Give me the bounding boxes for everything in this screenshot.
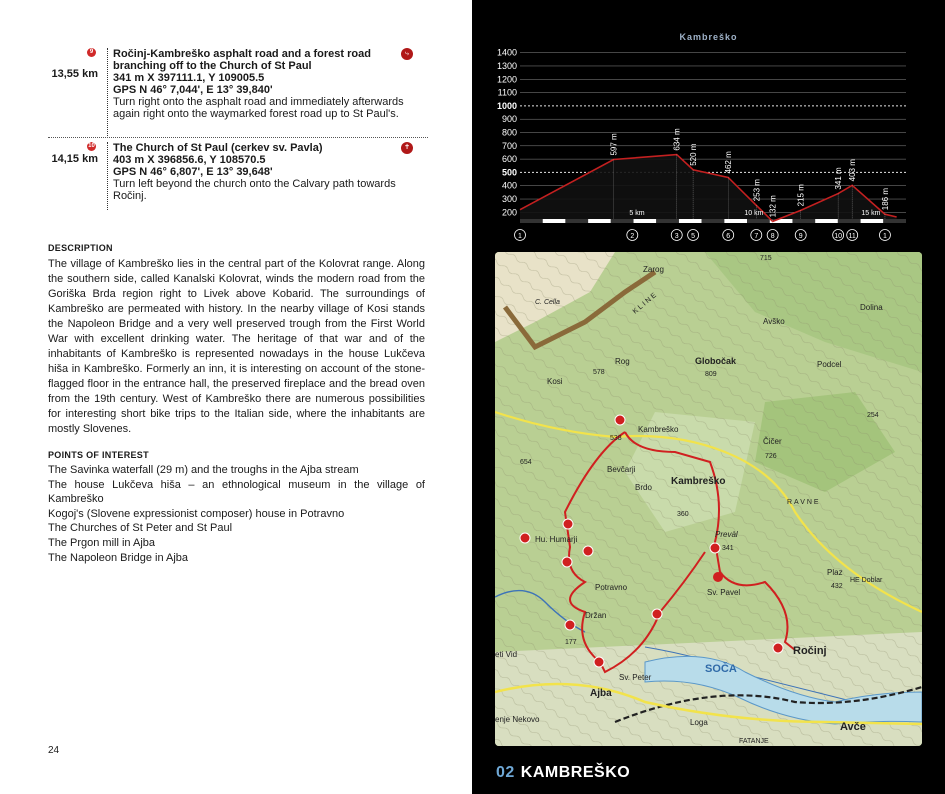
page-number: 24 [48,745,60,756]
point-label: 215 m [796,184,806,207]
y-tick-label: 200 [501,207,517,218]
scale-bar-segment [520,219,543,223]
y-tick-label: 500 [501,167,517,178]
waypoint-text [113,48,413,120]
svg-text:Kosi: Kosi [547,377,563,386]
waypoint-divider [107,48,108,138]
poi-item: The Prgon mill in Ajba [48,536,155,549]
poi-item: The Churches of St Peter and St Paul [48,522,233,535]
waypoint-km: 14,15 km [51,153,98,165]
svg-text:Sv. Pavel: Sv. Pavel [707,588,741,597]
y-tick-label: 800 [501,127,517,138]
scale-bar-segment [861,219,884,223]
svg-text:Kambreško: Kambreško [638,425,679,434]
svg-text:715: 715 [760,255,772,262]
y-tick-label: 600 [501,154,517,165]
svg-text:254: 254 [867,412,879,419]
svg-text:KLINE: KLINE [631,290,660,316]
svg-text:FATANJE: FATANJE [739,738,769,745]
svg-text:Loga: Loga [690,718,708,727]
waypoint-coords: 403 m X 396856.6, Y 108570.5 [113,154,266,166]
y-tick-label: 400 [501,180,517,191]
waypoint-9 [48,48,428,138]
waypoint-marker-label: 2 [630,233,635,240]
waypoint-marker-label: 1 [518,233,522,240]
waypoint-coords: 341 m X 397111.1, Y 109005.5 [113,72,265,84]
waypoint-separator [48,137,428,138]
scale-bar-segment [634,219,657,223]
waypoint-gps: GPS N 46° 7,044', E 13° 39,840' [113,84,273,96]
svg-text:Dolina: Dolina [860,303,883,312]
svg-text:Globočak: Globočak [695,356,737,366]
poi-list [48,463,425,565]
waypoint-gps: GPS N 46° 6,807', E 13° 39,648' [113,166,273,178]
x-tick-label: 15 km [861,210,881,217]
y-tick-label: 300 [501,194,517,205]
waypoint-km: 13,55 km [51,68,98,80]
svg-text:Kambreško: Kambreško [671,476,726,487]
point-label: 341 m [834,167,844,190]
scale-bar-segment [702,219,725,223]
svg-text:Ročinj: Ročinj [793,645,827,657]
scale-bar-segment [815,219,838,223]
description-heading: DESCRIPTION [48,243,113,253]
y-tick-label: 1200 [496,74,517,85]
scale-bar-segment [611,219,634,223]
left-page [0,0,472,794]
church-icon: ✝ [401,142,413,154]
poi-heading: POINTS OF INTEREST [48,450,149,460]
scale-bar-segment [838,219,861,223]
waypoint-instructions: Turn right onto the asphalt road and immediately afterwards again right onto the waymarked forest road up to St Paul's. [113,96,404,120]
scale-bar-segment [543,219,566,223]
svg-text:809: 809 [705,371,717,378]
svg-text:Plaz: Plaz [827,568,843,577]
svg-text:eti Vid: eti Vid [495,650,518,659]
svg-text:578: 578 [593,369,605,376]
svg-text:SOČA: SOČA [705,663,737,675]
poi-item: The Savinka waterfall (29 m) and the troughs in the Ajba stream [48,464,359,476]
waypoint-marker-label: 3 [674,233,679,240]
poi-item: The house Lukčeva hiša – an ethnological museum in the village of Kambreško [48,478,425,506]
poi-item: The Napoleon Bridge in Ajba [48,551,189,564]
waypoint-marker-label: 11 [848,233,856,240]
waypoint-marker-label: 1 [882,233,887,240]
svg-text:Zarog: Zarog [643,265,664,274]
right-page [472,0,945,794]
y-tick-label: 1100 [497,87,517,98]
description-text: The village of Kambreško lies in the central part of the Kolovrat range. Along the southern side, called Kanalski Kolovrat, winds the modern road from the Goriška Brda region right to Livek above Kobarid. The surroundings of Kambreško are permeated with history. In the nearby village of Kosi stands the Napoleon Bridge and a very well preserved trough from the First World War with excellent drinking water. The heritage of that war and of the inhabitants of Kambreško is represented nowadays in the house Lukčeva hiša in Kambreško. Formerly an inn, it is interesting on account of the stone-flagged floor in the entrance hall, the preserved fireplace and the bread oven from the 19th century. West of Kambreško there are numerous possibilities for interesting short bike trips to the Italian side, where the inhabitants are mostly Slovenes. [48,258,425,435]
waypoint-marker-label: 9 [798,233,803,240]
svg-text:654: 654 [520,459,532,466]
scale-bar-segment [656,219,679,223]
svg-text:HE Doblar: HE Doblar [850,577,883,584]
svg-text:177: 177 [565,639,577,646]
x-tick-label: 10 km [744,210,764,217]
waypoint-marker-label: 6 [726,233,731,240]
svg-text:726: 726 [765,453,777,460]
point-label: 634 m [672,128,682,151]
waypoint-title: The Church of St Paul (cerkev sv. Pavla) [113,142,323,154]
church-marker [713,572,723,582]
waypoint-marker-label: 10 [834,233,843,240]
scale-bar-segment [883,219,906,223]
point-label: 520 m [689,143,699,166]
point-label: 253 m [752,179,762,202]
scale-bar-segment [724,219,747,223]
svg-text:C. Cella: C. Cella [535,299,560,306]
y-tick-label: 1300 [496,60,517,71]
point-label: 462 m [724,151,734,174]
svg-text:360: 360 [677,511,689,518]
svg-text:Prevàl: Prevàl [715,530,738,539]
waypoint-marker-label: 7 [754,233,759,240]
svg-text:Potravno: Potravno [595,583,628,592]
svg-text:Rog: Rog [615,357,630,366]
scale-bar-segment [792,219,815,223]
y-tick-label: 1400 [496,47,517,58]
svg-text:RAVNE: RAVNE [787,499,821,506]
y-tick-label: 700 [501,140,517,151]
svg-text:Hu. Humarji: Hu. Humarji [535,535,578,544]
svg-text:Bevčarji: Bevčarji [607,465,636,474]
svg-text:341: 341 [722,545,734,552]
route-map[interactable] [495,252,922,746]
chapter-number: 02 [496,764,515,781]
svg-text:Držan: Držan [585,611,607,620]
svg-text:538: 538 [610,435,622,442]
svg-text:Avče: Avče [840,721,866,733]
point-label: 597 m [609,133,619,156]
scale-bar-segment [679,219,702,223]
waypoint-marker-label: 8 [770,233,775,240]
point-label: 403 m [848,159,858,182]
point-label: 132 m [768,195,778,218]
scale-bar-segment [565,219,588,223]
chapter-title [496,764,630,782]
svg-text:432: 432 [831,583,843,590]
waypoint-marker: 10 [88,143,95,149]
waypoint-title: Ročinj-Kambreško asphalt road and a forest road branching off to the Church of St Paul [113,48,371,72]
poi-item: Kogoj's (Slovene expressionist composer) house in Potravno [48,507,345,520]
waypoint-instructions: Turn left beyond the church onto the Calvary path towards Ročinj. [113,178,396,202]
svg-text:Avško: Avško [763,317,785,326]
svg-text:Čičer: Čičer [763,437,782,446]
chapter-name: KAMBREŠKO [520,764,631,781]
svg-text:Sv. Peter: Sv. Peter [619,673,652,682]
waypoint-text [113,142,413,202]
scale-bar-segment [747,219,770,223]
waypoint-marker-label: 5 [691,233,696,240]
x-tick-label: 5 km [629,210,645,217]
profile-title: Kambreško [679,32,738,42]
svg-text:Ajba: Ajba [590,688,612,699]
elevation-profile [472,0,945,250]
waypoint-10 [48,142,428,212]
y-tick-label: 900 [501,114,517,125]
y-tick-label: 1000 [496,100,517,111]
svg-text:enje Nekovo: enje Nekovo [495,715,540,724]
scale-bar-segment [588,219,611,223]
waypoint-marker: 9 [87,48,96,57]
waypoint-divider [107,142,108,210]
svg-text:Brdo: Brdo [635,483,652,492]
junction-icon: ⤷ [401,48,413,60]
point-label: 186 m [880,187,890,211]
svg-text:Podcel: Podcel [817,360,842,369]
